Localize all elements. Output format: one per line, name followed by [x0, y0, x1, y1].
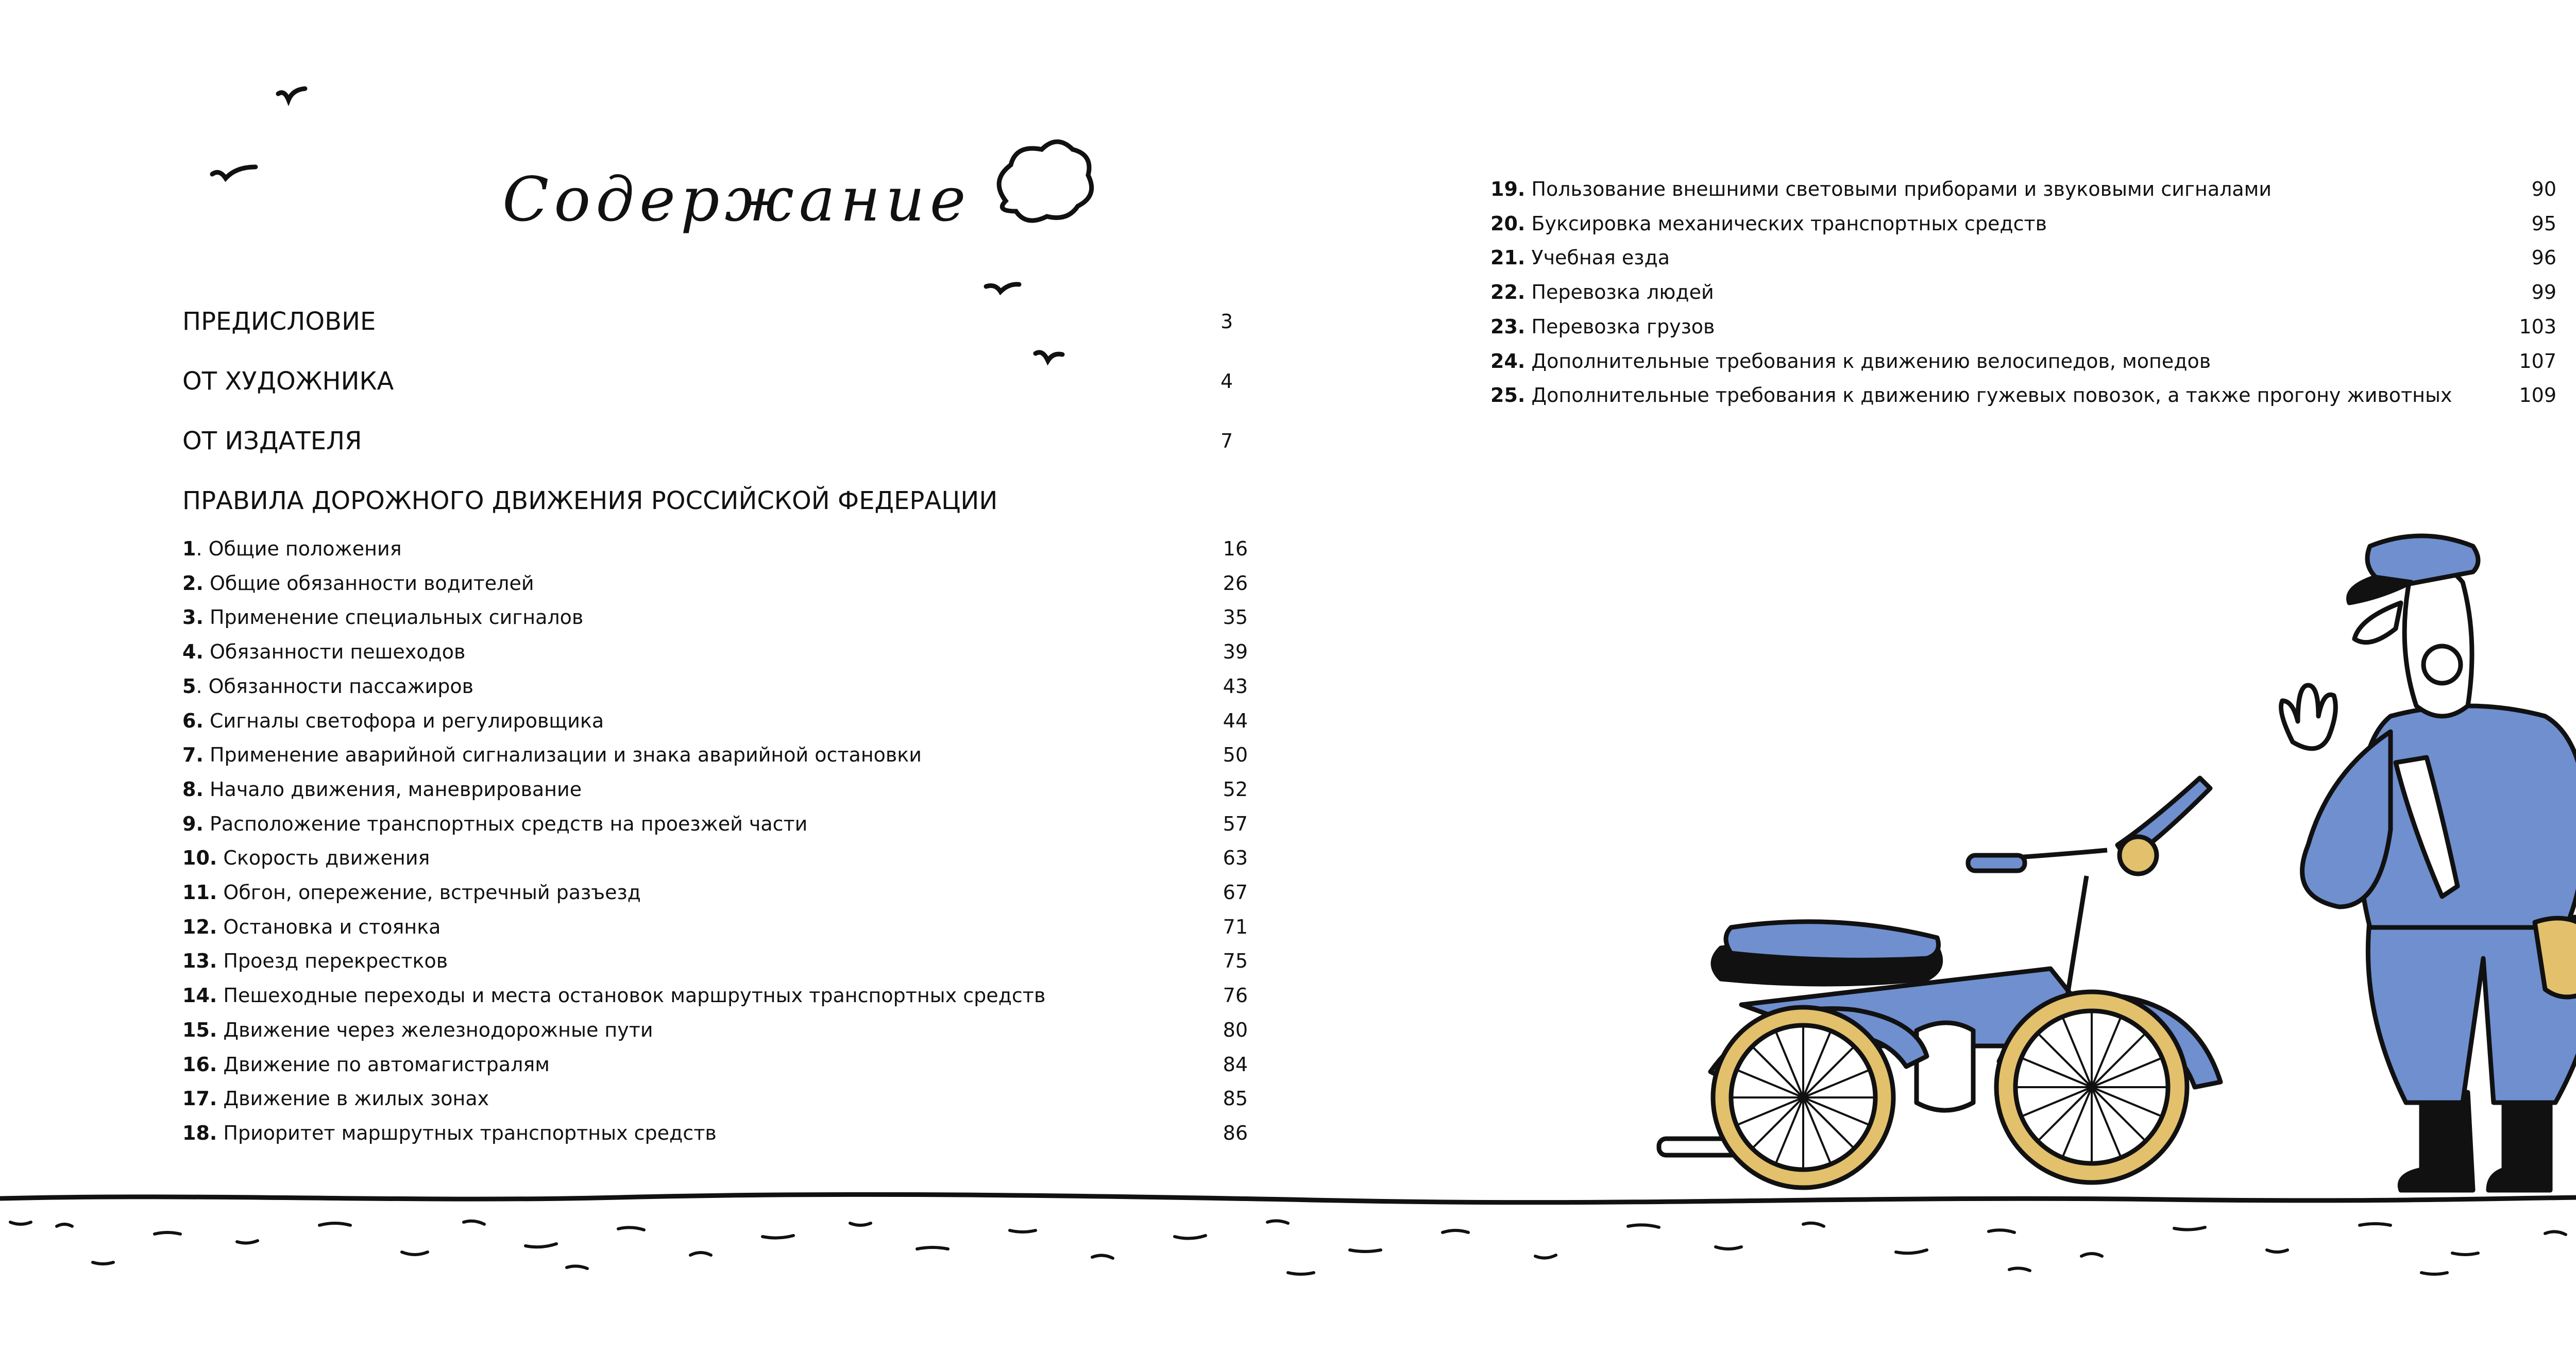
toc-chapter-label: Пешеходные переходы и места остановок маршрутных транспортных средств: [217, 984, 1046, 1007]
toc-chapter-number: 3.: [182, 606, 204, 629]
toc-section-publisher[interactable]: [182, 427, 1249, 455]
toc-chapter-number: 14.: [182, 984, 217, 1007]
toc-page-number: 103: [2519, 315, 2556, 338]
ground-line: [0, 1194, 2576, 1202]
toc-chapter-number: 4.: [182, 640, 204, 664]
toc-page-number: 95: [2531, 212, 2556, 235]
toc-chapter-item[interactable]: [182, 881, 641, 904]
toc-chapter-label: Скорость движения: [217, 847, 430, 870]
toc-chapter-number: 22.: [1490, 281, 1526, 304]
toc-page-number: 107: [2519, 349, 2556, 373]
toc-chapter-number: 12.: [182, 915, 217, 938]
policeman-illustration: [2281, 536, 2576, 1190]
toc-chapter-number: 11.: [182, 881, 217, 904]
toc-page-number: 39: [1223, 640, 1248, 664]
toc-chapter-label: Дополнительные требования к движению гужевых повозок, а также прогону животных: [1525, 384, 2452, 407]
toc-chapter-item[interactable]: [182, 537, 402, 560]
toc-chapter-number: 19.: [1490, 178, 1526, 200]
toc-chapter-number: 5: [182, 674, 196, 698]
toc-chapter-item[interactable]: [182, 1053, 550, 1076]
toc-chapter-label: Общие положения: [202, 537, 402, 560]
toc-chapter-item[interactable]: [1490, 246, 1670, 269]
motorcycle-illustration: [1659, 778, 2221, 1188]
toc-chapter-number: 24.: [1490, 349, 1526, 373]
toc-page-number: 57: [1223, 812, 1248, 835]
toc-chapter-number: 6.: [182, 709, 204, 732]
toc-chapter-number: 18.: [182, 1121, 217, 1144]
toc-page-number: 26: [1223, 571, 1248, 595]
toc-chapter-item[interactable]: [182, 813, 807, 835]
toc-chapter-label: Движение по автомагистралям: [217, 1053, 550, 1076]
toc-chapter-item[interactable]: [182, 640, 465, 663]
toc-section-label: ОТ ХУДОЖНИКА: [182, 367, 394, 396]
toc-chapter-item[interactable]: [182, 1019, 653, 1041]
toc-page-number: 75: [1223, 950, 1248, 973]
toc-chapter-item[interactable]: [182, 743, 922, 766]
toc-chapter-label: Учебная езда: [1525, 246, 1670, 269]
toc-section-label: ОТ ИЗДАТЕЛЯ: [182, 427, 362, 455]
toc-chapter-item[interactable]: [182, 606, 583, 629]
toc-page-number: 43: [1223, 674, 1248, 698]
toc-chapter-label: Остановка и стоянка: [217, 915, 441, 938]
toc-chapter-number: 25.: [1490, 384, 1526, 407]
toc-chapter-separator: .: [196, 674, 202, 698]
toc-chapter-label: Проезд перекрестков: [217, 950, 448, 973]
toc-page-number: 52: [1223, 778, 1248, 801]
toc-chapter-label: Общие обязанности водителей: [203, 571, 534, 595]
toc-chapter-number: 16.: [182, 1053, 217, 1076]
toc-chapter-number: 13.: [182, 950, 217, 973]
toc-chapter-item[interactable]: [182, 950, 448, 972]
toc-page-number: 16: [1223, 537, 1248, 560]
toc-chapter-label: Приоритет маршрутных транспортных средств: [217, 1121, 717, 1144]
toc-page-number: 90: [2531, 178, 2556, 200]
toc-chapter-label: Буксировка механических транспортных средств: [1525, 212, 2047, 235]
toc-chapter-number: 9.: [182, 812, 204, 835]
toc-chapter-label: Пользование внешними световыми приборами и звуковыми сигналами: [1525, 178, 2272, 200]
toc-chapter-label: Обязанности пешеходов: [203, 640, 466, 664]
toc-page-number: 96: [2531, 246, 2556, 269]
toc-chapter-number: 20.: [1490, 212, 1526, 235]
toc-page-number: 109: [2519, 384, 2556, 407]
toc-page-number: 67: [1223, 881, 1248, 904]
toc-chapter-item[interactable]: [182, 1122, 717, 1144]
toc-section-rules[interactable]: [182, 486, 1249, 515]
toc-chapter-label: Сигналы светофора и регулировщика: [203, 709, 604, 732]
toc-page-number: 44: [1223, 709, 1248, 732]
toc-page-number: 63: [1223, 847, 1248, 870]
ground-texture: [10, 1221, 2576, 1274]
toc-page-number: 99: [2531, 281, 2556, 304]
toc-chapter-item[interactable]: [1490, 315, 1715, 338]
toc-chapter-number: 21.: [1490, 246, 1526, 269]
toc-chapter-item[interactable]: [1490, 212, 2047, 235]
toc-chapter-label: Движение через железнодорожные пути: [217, 1018, 653, 1041]
toc-chapter-item[interactable]: [1490, 281, 1714, 303]
toc-page-number: 50: [1223, 743, 1248, 767]
toc-chapter-number: 2.: [182, 571, 204, 595]
toc-page-number: 85: [1223, 1087, 1248, 1110]
toc-chapter-item[interactable]: [182, 709, 604, 732]
toc-chapter-label: Движение в жилых зонах: [217, 1087, 489, 1110]
toc-chapter-item[interactable]: [1490, 350, 2211, 373]
toc-page-number: 4: [1221, 370, 1233, 393]
toc-chapter-number: 10.: [182, 847, 217, 870]
toc-page-number: 84: [1223, 1053, 1248, 1076]
page-title: Содержание: [502, 164, 971, 235]
toc-chapter-item[interactable]: [182, 984, 1045, 1007]
toc-chapter-number: 17.: [182, 1087, 217, 1110]
toc-chapter-label: Обгон, опережение, встречный разъезд: [217, 881, 641, 904]
toc-chapter-label: Дополнительные требования к движению велосипедов, мопедов: [1525, 349, 2211, 373]
toc-chapter-item[interactable]: [182, 847, 430, 869]
toc-section-preface[interactable]: [182, 307, 1249, 336]
toc-page-number: 7: [1221, 430, 1233, 452]
toc-page-number: 35: [1223, 606, 1248, 629]
toc-chapter-label: Применение специальных сигналов: [203, 606, 584, 629]
toc-page-number: 80: [1223, 1018, 1248, 1041]
toc-chapter-number: 23.: [1490, 315, 1526, 338]
toc-chapter-number: 1: [182, 537, 196, 560]
toc-section-label: ПРАВИЛА ДОРОЖНОГО ДВИЖЕНИЯ РОССИЙСКОЙ ФЕДЕРАЦИИ: [182, 486, 998, 515]
toc-chapter-item[interactable]: [182, 778, 582, 801]
cloud-icon: [999, 142, 1092, 221]
toc-chapter-label: Перевозка грузов: [1525, 315, 1715, 338]
toc-chapter-item[interactable]: [182, 1087, 489, 1110]
toc-chapter-number: 8.: [182, 778, 204, 801]
toc-chapter-number: 7.: [182, 743, 204, 767]
toc-chapter-item[interactable]: [182, 916, 440, 938]
toc-page-number: 71: [1223, 915, 1248, 938]
toc-page-number: 3: [1221, 310, 1233, 333]
toc-chapter-label: Начало движения, маневрирование: [203, 778, 582, 801]
toc-chapter-number: 15.: [182, 1018, 217, 1041]
toc-page-number: 76: [1223, 984, 1248, 1007]
toc-page-number: 86: [1223, 1121, 1248, 1144]
toc-section-label: ПРЕДИСЛОВИЕ: [182, 307, 376, 336]
toc-chapter-label: Перевозка людей: [1525, 281, 1714, 304]
toc-chapter-label: Обязанности пассажиров: [202, 674, 473, 698]
toc-chapter-item[interactable]: [182, 675, 473, 698]
toc-chapter-label: Расположение транспортных средств на проезжей части: [203, 812, 808, 835]
toc-section-artist[interactable]: [182, 367, 1249, 396]
toc-chapter-item[interactable]: [1490, 384, 2452, 407]
toc-chapter-label: Применение аварийной сигнализации и знака аварийной остановки: [203, 743, 922, 767]
toc-chapter-item[interactable]: [1490, 178, 2272, 200]
toc-chapter-item[interactable]: [182, 572, 534, 595]
toc-chapter-separator: .: [196, 537, 202, 560]
